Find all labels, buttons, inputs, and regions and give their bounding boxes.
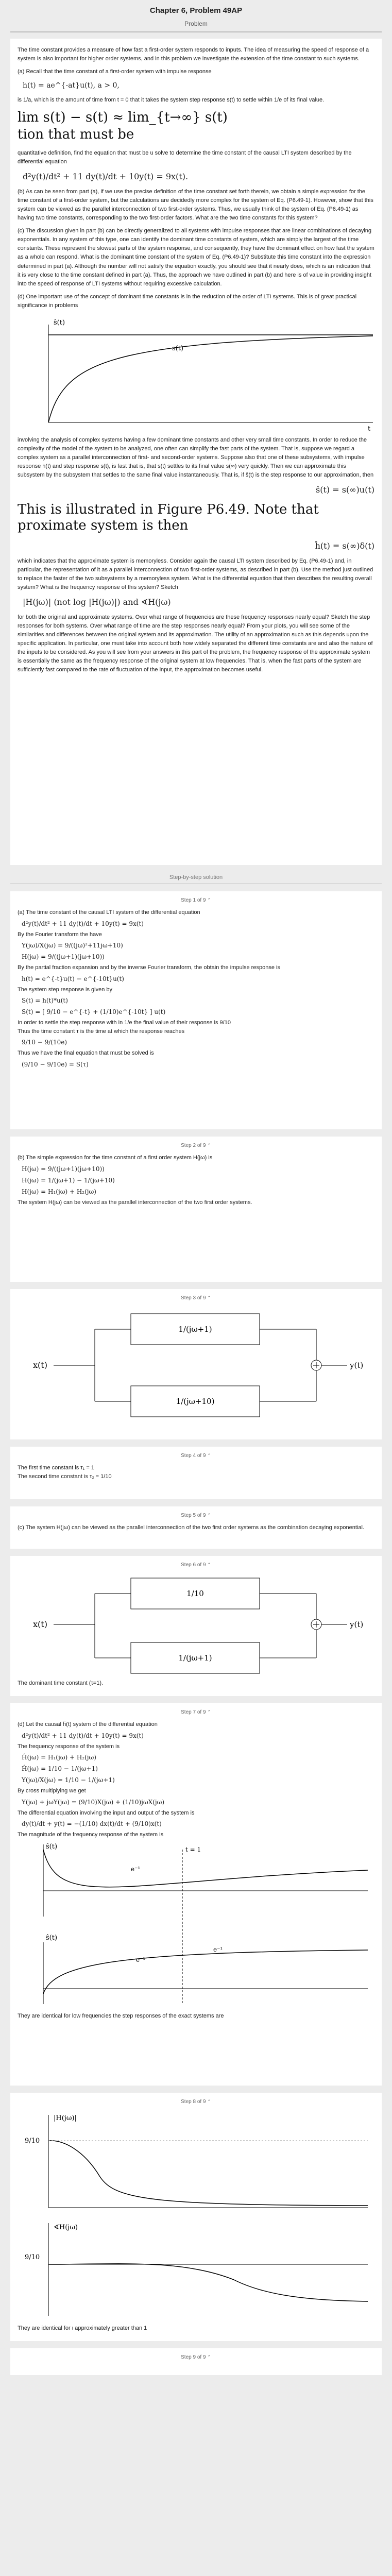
step-8-after: They are identical for ι approximately greater than 1 — [18, 2325, 147, 2331]
step-1-line: In order to settle the step response with in 1/e the final value of their response is 9/10 — [18, 1020, 231, 1026]
chevron-up-icon: ⌃ — [207, 2099, 211, 2104]
problem-statement — [10, 39, 382, 865]
step-2-line: H(jω) = 9/((jω+1)(jω+10)) — [22, 1165, 105, 1173]
scanned-text-1: tion that must be — [18, 127, 134, 143]
step-1-line: The system step response is given by — [18, 986, 113, 993]
step-label[interactable]: Step 3 of 9 ⌃ — [181, 1295, 211, 1301]
step-response-curve — [48, 336, 373, 422]
step-label[interactable]: Step 5 of 9 ⌃ — [181, 1513, 211, 1518]
phase-curve — [48, 2264, 368, 2301]
step-2-line: The system H(jω) can be viewed as the parallel interconnection of the two first order systems. — [18, 1199, 252, 1206]
step-2-line: H(jω) = H₁(jω) + H₂(jω) — [22, 1188, 96, 1195]
response-curve-lower — [43, 1950, 368, 1994]
step-label[interactable]: Step 9 of 9 ⌃ — [181, 2354, 211, 2360]
step-7-line: The frequency response of the system is — [18, 1743, 120, 1750]
label-phase: ∢H(jω) — [54, 2224, 78, 2231]
problem-part-b2: quantitative definition, find the equation that must be u solve to determine the time constant of the causal LTI system described by the differential equation — [18, 150, 352, 165]
block-1-label: 1/(jω+1) — [178, 1325, 212, 1334]
label-t: t — [368, 425, 371, 433]
step-label[interactable]: Step 8 of 9 ⌃ — [181, 2099, 211, 2105]
step-1-line: By the Fourier transform the have — [18, 931, 102, 938]
chevron-up-icon: ⌃ — [207, 1709, 211, 1715]
step-4-line: The first time constant is τ₁ = 1 — [18, 1465, 94, 1471]
problem-intro: The time constant provides a measure of how fast a first-order system responds to inputs. The idea of measuring the speed of response of a system is also important for higher order systems, and in this problem we investigate the extension of the time constant to such systems. — [18, 47, 369, 62]
step-7-line: The magnitude of the frequency response of the system is — [18, 1832, 164, 1838]
step-7-line: Ĥ(jω) = H₁(jω) + H₂(jω) — [22, 1754, 96, 1761]
scanned-equation-1: lim s(t) − s(t) ≈ lim_{t→∞} s(t) — [18, 109, 228, 125]
step-1-line: h(t) = e^{-t}u(t) − e^{-10t}u(t) — [22, 975, 124, 982]
step-1-line: d²y(t)/dt² + 11 dy(t)/dt + 10y(t) = 9x(t) — [22, 920, 144, 927]
tab-problem[interactable]: Problem — [184, 20, 208, 27]
equation-a: h(t) = ae^{-at}u(t), a > 0, — [23, 81, 120, 90]
step-9 — [10, 2348, 382, 2375]
chevron-up-icon: ⌃ — [207, 2354, 211, 2360]
chevron-up-icon: ⌃ — [207, 897, 211, 903]
input-label: x(t) — [33, 1619, 47, 1629]
step-label[interactable]: Step 7 of 9 ⌃ — [181, 1709, 211, 1715]
step-1-line: Y(jω)/X(jω) = 9/((jω)²+11jω+10) — [22, 942, 123, 949]
step-label[interactable]: Step 4 of 9 ⌃ — [181, 1453, 211, 1459]
step-5-line: (c) The system H(jω) can be viewed as the parallel interconnection of the two first order systems as the combination decaying exponential. — [18, 1524, 364, 1531]
step-label[interactable]: Step 1 of 9 ⌃ — [181, 897, 211, 903]
tab-underline — [10, 31, 382, 32]
output-label: y(t) — [350, 1620, 364, 1629]
label-e1: e⁻¹ — [131, 1865, 141, 1873]
step-7-line: By cross multiplying we get — [18, 1788, 86, 1794]
step-1-line: By the partial fraction expansion and by the inverse Fourier transform, the obtain the impulse response is — [18, 964, 280, 971]
step-response-graph — [18, 1839, 373, 2009]
step-1-line: S(t) = h(t)*u(t) — [22, 997, 68, 1004]
step-8 — [10, 2093, 382, 2341]
step-4-line: The second time constant is τ₂ = 1/10 — [18, 1473, 112, 1480]
step-5 — [10, 1506, 382, 1549]
response-curve-upper — [43, 1850, 368, 1887]
step-3 — [10, 1289, 382, 1439]
step-1-line: Thus the time constant τ is the time at which the response reaches — [18, 1028, 185, 1035]
step-1-line: 9/10 − 9/(10e) — [22, 1039, 67, 1046]
step-7-line: Ĥ(jω) = 1/10 − 1/(jω+1) — [22, 1765, 98, 1772]
step-7-after: They are identical for low frequencies the step responses of the exact systems are — [18, 2013, 224, 2019]
problem-part-c: (b) As can be seen from part (a), if we use the precise definition of the time constant set forth therein, we obtain a simple expression for the time constant of a first-order system, but the calculations are decidedly more complex for the system of Eq. (P6.49-1). However, show that this system can be viewed as the parallel interconnection of two first-order systems. Thus, we usually think of the system of Eq. (P6.49-1) as having two time constants, corresponding to the two first-order factors. What are the two time constants for this system? — [18, 189, 373, 222]
solution-divider: Step-by-step solution — [169, 874, 223, 880]
step-label[interactable]: Step 2 of 9 ⌃ — [181, 1143, 211, 1148]
step-7-line: Y(jω) + jωY(jω) = (9/10)X(jω) + (1/10)jωX(jω) — [22, 1798, 165, 1806]
scanned-text-2: This is illustrated in Figure P6.49. Note that proximate system is then — [18, 501, 319, 534]
step-7-line: Y(jω)/X(jω) = 1/10 − 1/(jω+1) — [22, 1776, 115, 1784]
problem-part-f: which indicates that the approximate system is memoryless. Consider again the causal LTI system described by Eq. (P6.49-1) and, in particular, the representation of it as a parallel interconnection of two first-order systems, as described in part (b). Use the method just outlined to replace the faster of the two subsystems by a memoryless system. What is the differential equation that then describes the resulting overall system? What is the frequency response of this system? Sketch — [18, 558, 373, 591]
step-2 — [10, 1137, 382, 1282]
chevron-up-icon: ⌃ — [207, 1562, 211, 1567]
problem-part-d: (d) One important use of the concept of dominant time constants is in the reduction of the order of LTI systems. This is of great practical significance in problems — [18, 293, 357, 309]
chapter-title: Chapter 6, Problem 49AP — [149, 6, 243, 15]
step-1-line: S(t) = [ 9/10 − e^{-t} + (1/10)e^{-10t} ] u(t) — [22, 1008, 166, 1015]
step-1-line: H(jω) = 9/((jω+1)(jω+10)) — [22, 953, 105, 960]
problem-part-c2: (c) The discussion given in part (b) can be directly generalized to all systems with impulse responses that are linear combinations of decaying exponentials. In any system of this type, one can identify the dominant time constants of system, which are simply the largest of the time constants. These represent the slowest parts of the system response, and consequently, they have the dominant effect on how fast the system as a whole can respond. What is the dominant time constant of the system of Eq. (P6.49-1)? Substitute this time constant into the expression determined in part (a). Although the number will not satisfy the equation exactly, you should see that it nearly does, which is an indication that it is very close to the time constant defined in part (a). Thus, the approach we have outlined in part (b) and here is of value in providing insight into the speed of response of LTI systems without requiring excessive calculation. — [18, 228, 374, 287]
label-s: s(t) — [172, 344, 184, 352]
block-2-label: 1/(jω+1) — [178, 1653, 212, 1663]
step-7-line: (d) Let the causal ĥ(t) system of the differential equation — [18, 1721, 158, 1727]
chevron-up-icon: ⌃ — [207, 1453, 211, 1458]
problem-part-e: involving the analysis of complex systems having a few dominant time constants and other very small time constants. In order to reduce the complexity of the model of the system to be analyzed, one often can simplify the fast parts of the system. That is, suppose we regard a complex system as a parallel interconnection of first- and second-order systems. Suppose also that one of these subsystems, with impulse response h(t) and step response s(t), is fast that is, that s(t) settles to its final value s(∞) very quickly. Then we can approximate this subsystem by the subsystem that settles to the same final value instantaneously. That is, if ŝ(t) is the step response to our approximation, then — [18, 436, 374, 478]
step-1-line: (9/10 − 9/10e) = S(τ) — [22, 1060, 89, 1068]
step-7-line: dy(t)/dt + y(t) = −(1/10) dx(t)/dt + (9/10)x(t) — [22, 1820, 162, 1827]
step-6 — [10, 1556, 382, 1696]
problem-part-f2: for both the original and approximate systems. Over what range of frequencies are these frequency responses nearly equal? Sketch the step responses for both systems. Over what range of time are the step responses nearly equal? From your plots, you will see some of the similarities and differences between the original system and its approximation. The utility of an approximation such as this depends upon the specific application. In particular, one must take into account both how widely separated the different time constants are and also the nature of the inputs to be considered. As you will see from your answers in this part of the problem, the frequency response of the approximate system is essentially the same as the frequency response of the original system at low frequencies. That is, when the fast parts of the system are sufficiently fast compared to the rate of fluctuation of the input, the approximation becomes useful. — [18, 614, 373, 673]
problem-part-a: (a) Recall that the time constant of a first-order system with impulse response — [18, 69, 212, 75]
step-6-after: The dominant time constant (τ=1). — [18, 1680, 104, 1686]
label-shat: ŝ(t) — [54, 318, 65, 327]
label-mag-value: 9/10 — [25, 2137, 40, 2145]
step-7-line: The differential equation involving the input and output of the system is — [18, 1809, 195, 1816]
label-t1: t = 1 — [185, 1845, 201, 1853]
step-1-line: (a) The time constant of the causal LTI system of the differential equation — [18, 909, 200, 916]
step-7-line: d²y(t)/dt² + 11 dy(t)/dt + 10y(t) = 9x(t) — [22, 1732, 144, 1739]
block-1-label: 1/10 — [186, 1589, 204, 1598]
header — [0, 0, 392, 27]
label-phase-value: 9/10 — [25, 2253, 40, 2261]
label-e3: e⁻¹ — [213, 1945, 223, 1953]
step-2-line: (b) The simple expression for the time constant of a first order system H(jω) is — [18, 1155, 213, 1161]
problem-part-b: is 1/a, which is the amount of time from t = 0 that it takes the system step response s(t) to settle within 1/e of its final value. — [18, 96, 325, 103]
label-y: ŝ(t) — [46, 1842, 58, 1851]
equation-b: d²y(t)/dt² + 11 dy(t)/dt + 10y(t) = 9x(t). — [23, 172, 189, 182]
step-4 — [10, 1447, 382, 1499]
step-1 — [10, 891, 382, 1129]
block-diagram-parallel — [18, 1306, 373, 1425]
magnitude-curve — [48, 2141, 368, 2206]
equation-e2: ĥ(t) = s(∞)δ(t) — [315, 541, 374, 551]
block-2-label: 1/(jω+10) — [176, 1397, 215, 1406]
step-2-line: H(jω) = 1/(jω+1) − 1/(jω+10) — [22, 1176, 115, 1184]
step-label[interactable]: Step 6 of 9 ⌃ — [181, 1562, 211, 1568]
label-y2: ŝ(t) — [46, 1934, 58, 1942]
label-mag: |H(jω)| — [54, 2114, 77, 2122]
input-label: x(t) — [33, 1360, 47, 1370]
label-e2: e⁻¹ — [136, 1956, 146, 1963]
equation-e: ŝ(t) = s(∞)u(t) — [316, 485, 374, 495]
output-label: y(t) — [350, 1361, 364, 1370]
equation-f: |H(jω)| (not log |H(jω)|) and ∢H(jω) — [23, 597, 171, 607]
frequency-response-graph — [18, 2110, 373, 2321]
chevron-up-icon: ⌃ — [207, 1295, 211, 1300]
figure-step-response — [18, 314, 378, 433]
step-7 — [10, 1703, 382, 2086]
chevron-up-icon: ⌃ — [207, 1143, 211, 1148]
chevron-up-icon: ⌃ — [207, 1513, 211, 1518]
block-diagram-approx — [18, 1573, 373, 1676]
step-1-line: Thus we have the final equation that must be solved is — [18, 1050, 154, 1056]
